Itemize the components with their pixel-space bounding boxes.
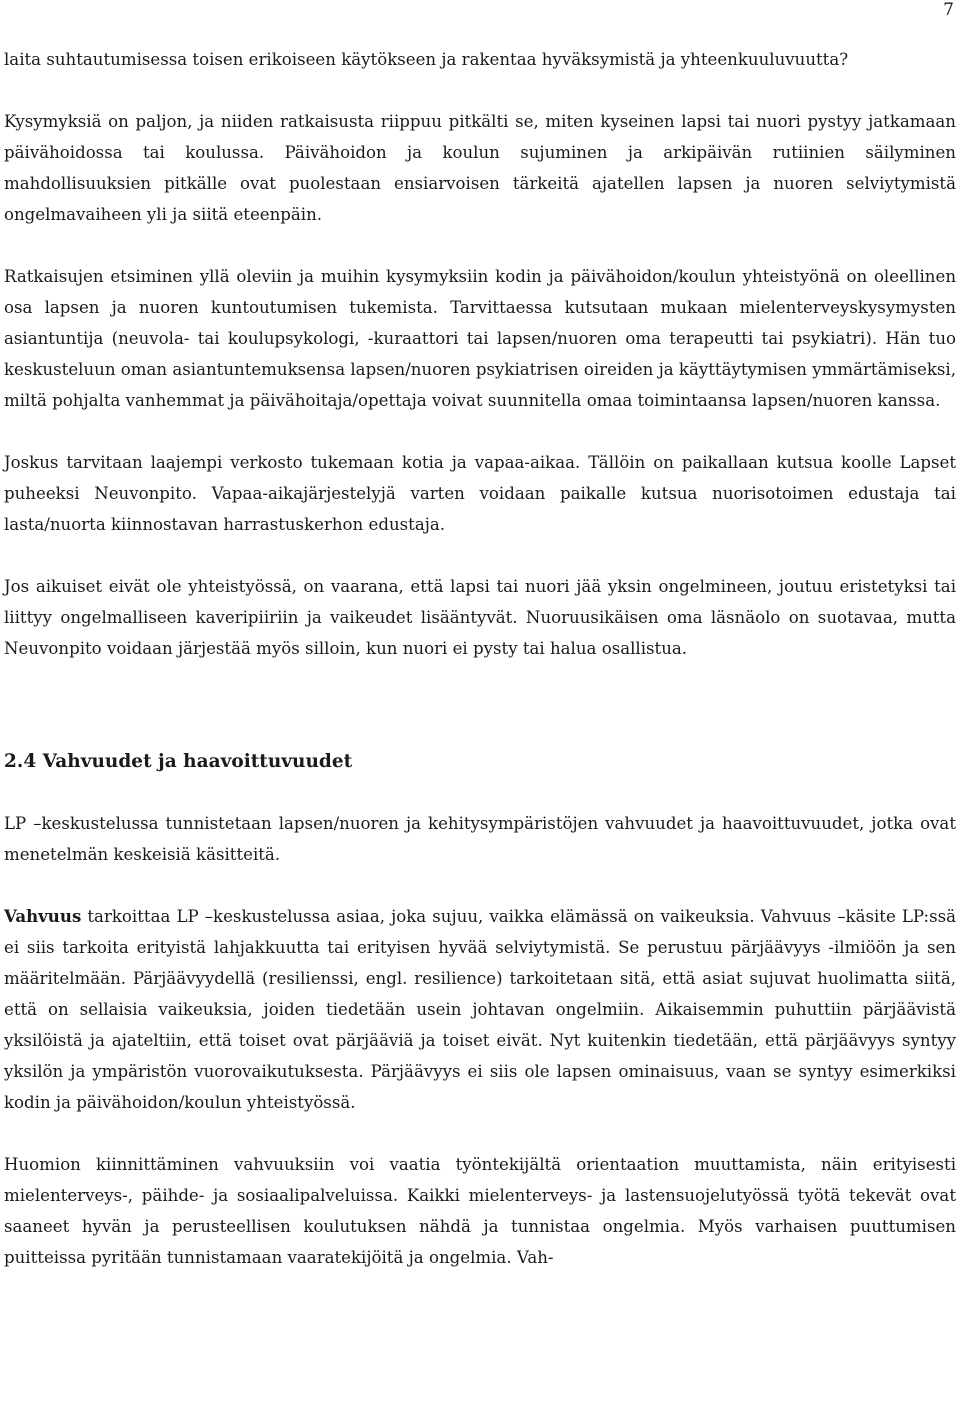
document-body [4,44,956,1273]
heading-spacer [4,777,956,808]
paragraph-1: laita suhtautumisessa toisen erikoiseen käytökseen ja rakentaa hyväksymistä ja yhteenkuuluvuutta? [4,50,849,69]
paragraph-5: Jos aikuiset eivät ole yhteistyössä, on vaarana, että lapsi tai nuori jää yksin ongelmineen, joutuu eristetyksi tai liittyy ongelmalliseen kaveripiiriin ja vaikeudet lisääntyvät. Nuoruusikäisen oma läsnäolo on suotavaa, mutta Neuvonpito voidaan järjestää myös silloin, kun nuori ei pysty tai halua osallistua. [4,577,956,658]
section-intro-paragraph: LP –keskustelussa tunnistetaan lapsen/nuoren ja kehitysympäristöjen vahvuudet ja haavoittuvuudet, jotka ovat menetelmän keskeisiä käsitteitä. [4,814,956,864]
page-number: 7 [943,0,954,20]
paragraph-2: Kysymyksiä on paljon, ja niiden ratkaisusta riippuu pitkälti se, miten kyseinen lapsi tai nuori pystyy jatkamaan päivähoidossa tai koulussa. Päivähoidon ja koulun sujuminen ja arkipäivän rutiinien säilyminen mahdollisuuksien pitkälle ovat puolestaan ensiarvoisen tärkeitä ajatellen lapsen ja nuoren selviytymistä ongelmavaiheen yli ja siitä eteenpäin. [4,112,956,224]
section-heading: 2.4 Vahvuudet ja haavoittuvuudet [4,751,353,772]
final-paragraph: Huomion kiinnittäminen vahvuuksiin voi vaatia työntekijältä orientaation muuttamista, näin erityisesti mielenterveys-, päihde- ja sosiaalipalveluissa. Kaikki mielenterveys- ja lastensuojelutyössä työtä tekevät ovat saaneet hyvän ja perusteellisen koulutuksen nähdä ja tunnistaa ongelmia. Myös varhaisen puuttumisen puitteissa pyritään tunnistamaan vaaratekijöitä ja ongelmia. Vah- [4,1155,956,1267]
paragraph-4: Joskus tarvitaan laajempi verkosto tukemaan kotia ja vapaa-aikaa. Tällöin on paikallaan kutsua koolle Lapset puheeksi Neuvonpito. Vapaa-aikajärjestelyjä varten voidaan paikalle kutsua nuorisotoimen edustaja tai lasta/nuorta kiinnostavan harrastuskerhon edustaja. [4,453,956,534]
vahvuus-term: Vahvuus [4,906,82,926]
section-spacer [4,664,956,746]
vahvuus-paragraph [4,901,956,1118]
paragraph-3: Ratkaisujen etsiminen yllä oleviin ja muihin kysymyksiin kodin ja päivähoidon/koulun yhteistyönä on oleellinen osa lapsen ja nuoren kuntoutumisen tukemista. Tarvittaessa kutsutaan mukaan mielenterveyskysymysten asiantuntija (neuvola- tai koulupsykologi, -kuraattori tai lapsen/nuoren oma terapeutti tai psykiatri). Hän tuo keskusteluun oman asiantuntemuksensa lapsen/nuoren psykiatrisen oireiden ja käyttäytymisen ymmärtämiseksi, miltä pohjalta vanhemmat ja päivähoitaja/opettaja voivat suunnitella omaa toimintaansa lapsen/nuoren kanssa. [4,267,957,410]
vahvuus-text: tarkoittaa LP –keskustelussa asiaa, joka sujuu, vaikka elämässä on vaikeuksia. Vahvuus –käsite LP:ssä ei siis tarkoita erityistä lahjakkuutta tai erityisen hyvää selviytymistä. Se perustuu pärjäävyys -ilmiöön ja sen määritelmään. Pärjäävyydellä (resilienssi, engl. resilience) tarkoitetaan sitä, että asiat sujuvat huolimatta siitä, että on sellaisia vaikeuksia, joiden tiedetään usein johtavan ongelmiin. Aikaisemmin puhuttiin pärjäävistä yksilöistä ja ajateltiin, että toiset ovat pärjääviä ja toiset eivät. Nyt kuitenkin tiedetään, että pärjäävyys syntyy yksilön ja ympäristön vuorovaikutuksesta. Pärjäävyys ei siis ole lapsen ominaisuus, vaan se syntyy esimerkiksi kodin ja päivähoidon/koulun yhteistyössä. [4,907,956,1112]
